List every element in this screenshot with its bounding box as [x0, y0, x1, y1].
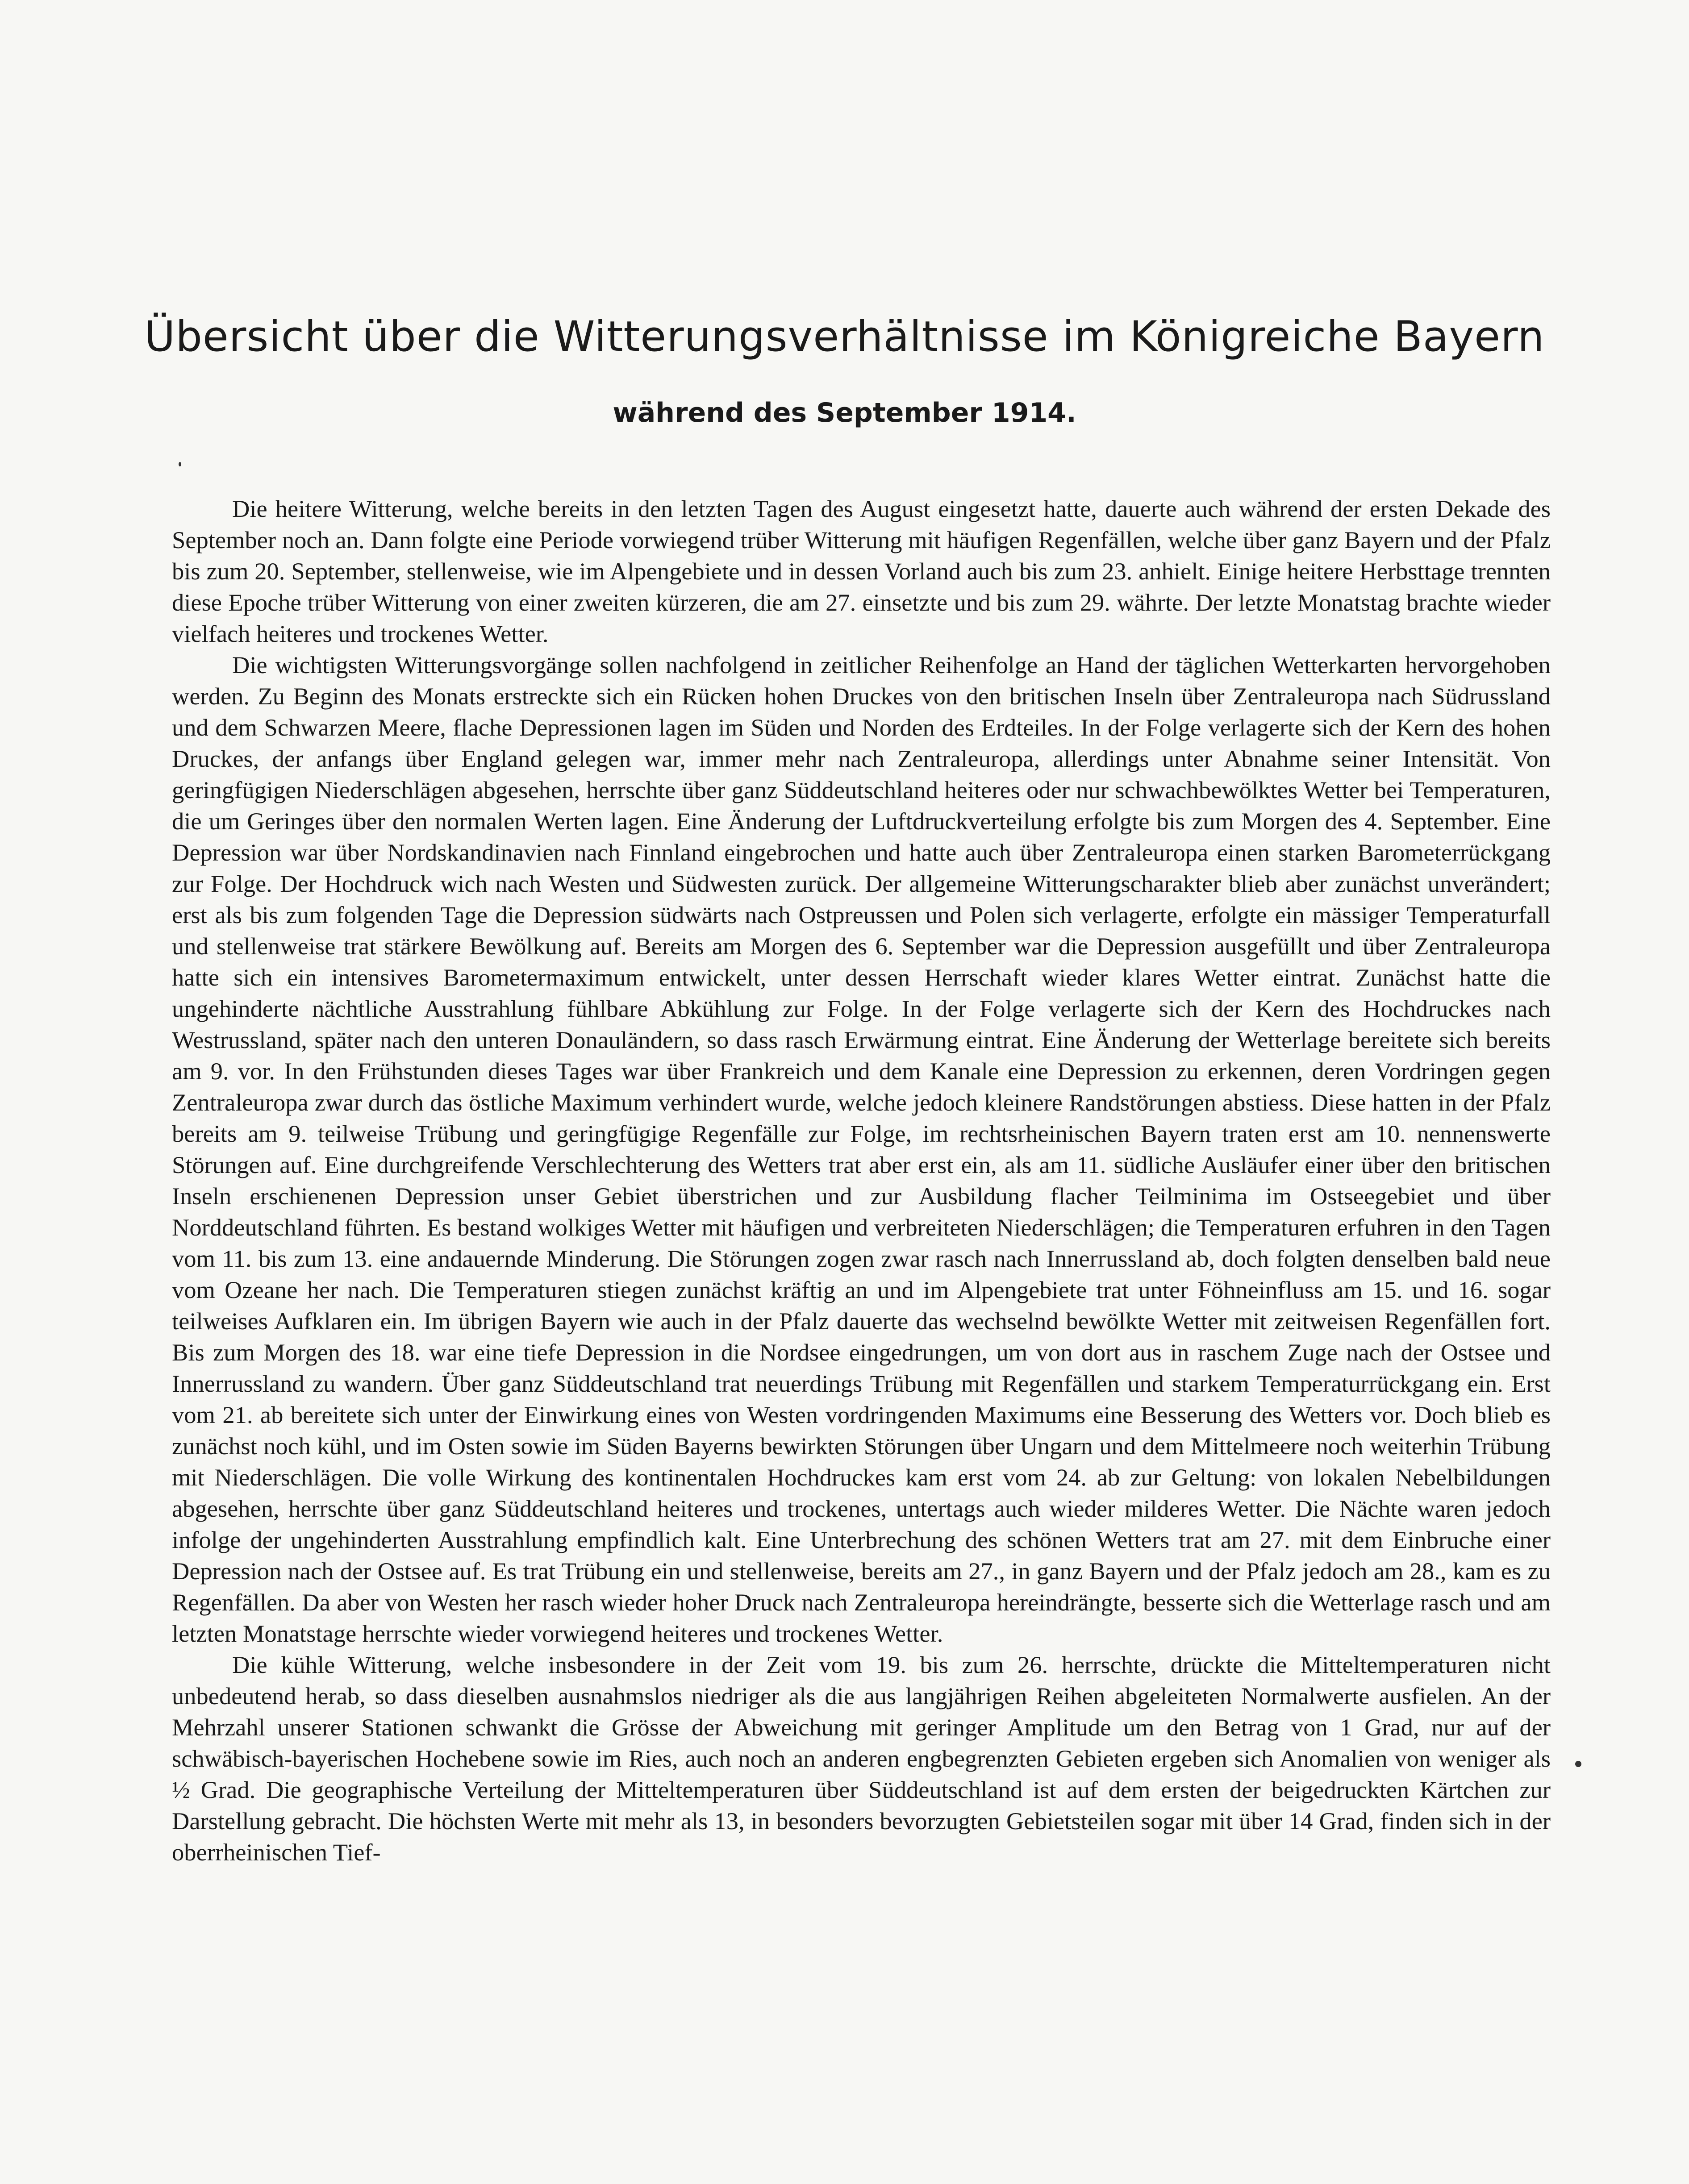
page-subtitle: während des September 1914. — [613, 397, 1076, 428]
paragraph-1: Die heitere Witterung, welche bereits in den letzten Tagen des August eingesetzt hatte, dauerte auch während der ersten Dekade des September noch an. Dann folgte eine Periode vorwiegend trüber Witterung mit häufigen Regenfällen, welche über ganz Bayern und der Pfalz bis zum 20. September, stellenweise, wie im Alpengebiete und in dessen Vorland auch bis zum 23. anhielt. Einige heitere Herbsttage trennten diese Epoche trüber Witterung von einer zweiten kürzeren, die am 27. einsetzte und bis zum 29. währte. Der letzte Monatstag brachte wieder vielfach heiteres und trockenes Wetter. — [172, 495, 1551, 647]
scan-speck — [179, 462, 181, 466]
body-text — [172, 493, 1551, 1868]
paragraph-3: Die kühle Witterung, welche insbesondere in der Zeit vom 19. bis zum 26. herrschte, drückte die Mitteltemperaturen nicht unbedeutend herab, so dass dieselben ausnahmslos niedriger als die aus langjährigen Reihen abgeleiteten Normalwerte ausfielen. An der Mehrzahl unserer Stationen schwankt die Grösse der Abweichung mit geringer Amplitude um den Betrag von 1 Grad, nur auf der schwäbisch-bayerischen Hochebene sowie im Ries, auch noch an anderen engbegrenzten Gebieten ergeben sich Anomalien von weniger als ½ Grad. Die geographische Verteilung der Mitteltemperaturen über Süddeutschland ist auf dem ersten der beigedruckten Kärtchen zur Darstellung gebracht. Die höchsten Werte mit mehr als 13, in besonders bevorzugten Gebietsteilen sogar mit über 14 Grad, finden sich in der oberrheinischen Tief- — [172, 1651, 1551, 1866]
paragraph-2: Die wichtigsten Witterungsvorgänge sollen nachfolgend in zeitlicher Reihenfolge an Hand der täglichen Wetterkarten hervorgehoben werden. Zu Beginn des Monats erstreckte sich ein Rücken hohen Druckes von den britischen Inseln über Zentraleuropa nach Südrussland und dem Schwarzen Meere, flache Depressionen lagen im Süden und Norden des Erdteiles. In der Folge verlagerte sich der Kern des hohen Druckes, der anfangs über England gelegen war, immer mehr nach Zentraleuropa, allerdings unter Abnahme seiner Intensität. Von geringfügigen Niederschlägen abgesehen, herrschte über ganz Süddeutschland heiteres oder nur schwachbewölktes Wetter bei Temperaturen, die um Geringes über den normalen Werten lagen. Eine Änderung der Luftdruckverteilung erfolgte bis zum Morgen des 4. September. Eine Depression war über Nordskandinavien nach Finnland eingebrochen und hatte auch über Zentraleuropa einen starken Barometerrückgang zur Folge. Der Hochdruck wich nach Westen und Südwesten zurück. Der allgemeine Witterungscharakter blieb aber zunächst unverändert; erst als bis zum folgenden Tage die Depression südwärts nach Ostpreussen und Polen sich verlagerte, erfolgte ein mässiger Temperaturfall und stellenweise trat stärkere Bewölkung auf. Bereits am Morgen des 6. September war die Depression ausgefüllt und über Zentraleuropa hatte sich ein intensives Barometermaximum entwickelt, unter dessen Herrschaft wieder klares Wetter eintrat. Zunächst hatte die ungehinderte nächtliche Ausstrahlung fühlbare Abkühlung zur Folge. In der Folge verlagerte sich der Kern des Hochdruckes nach Westrussland, später nach den unteren Donauländern, so dass rasch Erwärmung eintrat. Eine Änderung der Wetterlage bereitete sich bereits am 9. vor. In den Frühstunden dieses Tages war über Frankreich und dem Kanale eine Depression zu erkennen, deren Vordringen gegen Zentraleuropa zwar durch das östliche Maximum verhindert wurde, welche jedoch kleinere Randstörungen abstiess. Diese hatten in der Pfalz bereits am 9. teilweise Trübung und geringfügige Regenfälle zur Folge, im rechtsrheinischen Bayern traten erst am 10. nennenswerte Störungen auf. Eine durchgreifende Verschlechterung des Wetters trat aber erst ein, als am 11. südliche Ausläufer einer über den britischen Inseln erschienenen Depression unser Gebiet überstrichen und zur Ausbildung flacher Teilminima im Ostseegebiet und über Norddeutschland führten. Es bestand wolkiges Wetter mit häufigen und verbreiteten Niederschlägen; die Temperaturen erfuhren in den Tagen vom 11. bis zum 13. eine andauernde Minderung. Die Störungen zogen zwar rasch nach Innerrussland ab, doch folgten denselben bald neue vom Ozeane her nach. Die Temperaturen stiegen zunächst kräftig an und im Alpengebiete trat unter Föhneinfluss am 15. und 16. sogar teilweises Aufklaren ein. Im übrigen Bayern wie auch in der Pfalz dauerte das wechselnd bewölkte Wetter mit zeitweisen Regenfällen fort. Bis zum Morgen des 18. war eine tiefe Depression in die Nordsee eingedrungen, um von dort aus in raschem Zuge nach der Ostsee und Innerrussland zu wandern. Über ganz Süddeutschland trat neuerdings Trübung mit Regenfällen und starkem Temperaturrückgang ein. Erst vom 21. ab bereitete sich unter der Einwirkung eines von Westen vordringenden Maximums eine Besserung des Wetters vor. Doch blieb es zunächst noch kühl, und im Osten sowie im Süden Bayerns bewirkten Störungen über Ungarn und dem Mittelmeere noch weiterhin Trübung mit Niederschlägen. Die volle Wirkung des kontinentalen Hochdruckes kam erst vom 24. ab zur Geltung: von lokalen Nebelbildungen abgesehen, herrschte über ganz Süddeutschland heiteres und trockenes, untertags auch wieder milderes Wetter. Die Nächte waren jedoch infolge der ungehinderten Ausstrahlung empfindlich kalt. Eine Unterbrechung des schönen Wetters trat am 27. mit dem Einbruche einer Depression nach der Ostsee auf. Es trat Trübung ein und stellenweise, bereits am 27., in ganz Bayern und der Pfalz jedoch am 28., kam es zu Regenfällen. Da aber von Westen her rasch wieder hoher Druck nach Zentraleuropa hereindrängte, besserte sich die Wetterlage rasch und am letzten Monatstage herrschte wieder vorwiegend heiteres und trockenes Wetter. — [172, 651, 1551, 1647]
page-title: Übersicht über die Witterungsverhältnisse im Königreiche Bayern — [144, 312, 1545, 361]
scan-speck — [1575, 1761, 1581, 1767]
